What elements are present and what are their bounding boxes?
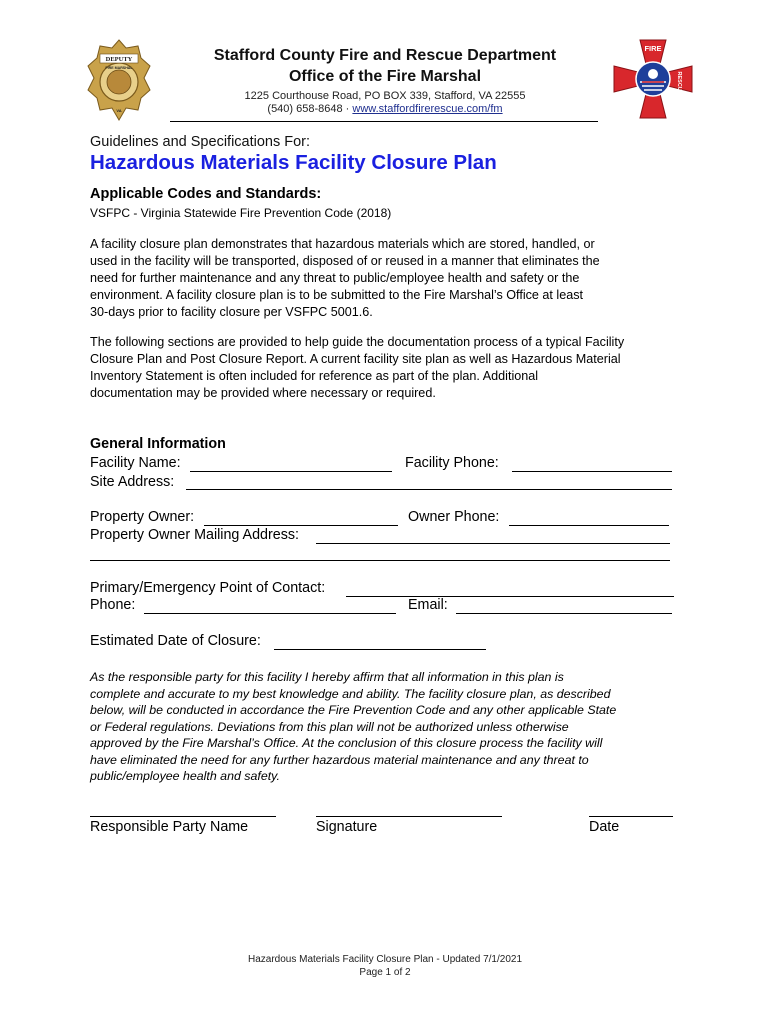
- department-address: 1225 Courthouse Road, PO BOX 339, Stafford, VA 22555: [244, 90, 526, 102]
- general-info-heading: General Information: [90, 436, 226, 452]
- facility-phone-label: Facility Phone:: [405, 455, 499, 471]
- affirmation-line: have eliminated the need for any further hazardous material maintenance and any threat to: [90, 752, 589, 767]
- paragraph-line: The following sections are provided to help guide the documentation process of a typical Facility: [90, 335, 625, 349]
- paragraph-line: need for further maintenance and any threat to public/employee health and safety or the: [90, 271, 580, 285]
- affirmation-line: As the responsible party for this facility I hereby affirm that all information in this plan is: [90, 670, 564, 684]
- paragraph-line: Closure Plan and Post Closure Report. A current facility site plan as well as Hazardous Material: [90, 352, 621, 366]
- emblem-rescue-text: RESCUE: [676, 71, 682, 95]
- owner-phone-field[interactable]: [509, 525, 669, 526]
- facility-name-label: Facility Name:: [90, 455, 181, 471]
- date-field[interactable]: [589, 816, 673, 817]
- paragraph-line: Inventory Statement is often included for reference as part of the plan. Additional: [90, 369, 539, 383]
- point-of-contact-label: Primary/Emergency Point of Contact:: [90, 580, 326, 596]
- paragraph-line: environment. A facility closure plan is to be submitted to the Fire Marshal’s Office at least: [90, 288, 584, 302]
- guidance-paragraph: [90, 334, 690, 402]
- point-of-contact-field[interactable]: [346, 596, 674, 597]
- intro-paragraph: [90, 236, 690, 321]
- department-website-link[interactable]: www.staffordfirerescue.com/fm: [352, 103, 503, 115]
- owner-mailing-address-field[interactable]: [316, 543, 670, 544]
- paragraph-line: 30-days prior to facility closure per VSFPC 5001.6.: [90, 305, 373, 319]
- contact-email-label: Email:: [408, 597, 448, 613]
- property-owner-label: Property Owner:: [90, 509, 195, 525]
- signature-field[interactable]: [316, 816, 502, 817]
- owner-phone-label: Owner Phone:: [408, 509, 500, 525]
- guidelines-label: Guidelines and Specifications For:: [90, 134, 311, 150]
- department-phone: (540) 658-8648 ·: [267, 103, 353, 115]
- facility-name-field[interactable]: [190, 471, 392, 472]
- owner-mailing-address-label: Property Owner Mailing Address:: [90, 527, 299, 543]
- codes-item: VSFPC - Virginia Statewide Fire Prevention Code (2018): [90, 206, 392, 220]
- responsible-party-name-label: Responsible Party Name: [90, 819, 249, 835]
- owner-mailing-address-field-line-2[interactable]: [90, 560, 670, 561]
- header-divider: [170, 121, 598, 122]
- closure-date-field[interactable]: [274, 649, 486, 650]
- affirmation-line: below, will be conducted in accordance the Fire Prevention Code and any other applicable State: [90, 703, 617, 717]
- closure-date-label: Estimated Date of Closure:: [90, 633, 261, 649]
- badge-fire-marshal-text: FIRE MARSHAL: [105, 66, 133, 70]
- affirmation-line: public/employee health and safety.: [90, 769, 280, 783]
- paragraph-line: documentation may be provided where necessary or required.: [90, 386, 436, 400]
- footer-page-number: Page 1 of 2: [359, 967, 411, 978]
- contact-phone-label: Phone:: [90, 597, 136, 613]
- facility-phone-field[interactable]: [512, 471, 672, 472]
- site-address-field[interactable]: [186, 489, 672, 490]
- affirmation-line: approved by the Fire Marshal’s Office. At the conclusion of this closure process the facility will: [90, 736, 603, 750]
- paragraph-line: used in the facility will be transported, disposed of or reused in a manner that eliminates the: [90, 254, 600, 268]
- badge-va-text: VA: [116, 108, 122, 113]
- affirmation-paragraph: [90, 669, 690, 785]
- deputy-fire-marshal-badge-logo: [86, 38, 152, 122]
- office-name: Office of the Fire Marshal: [288, 68, 482, 85]
- footer-document-title: Hazardous Materials Facility Closure Plan - Updated 7/1/2021: [247, 954, 523, 965]
- contact-phone-field[interactable]: [144, 613, 396, 614]
- property-owner-field[interactable]: [204, 525, 398, 526]
- signature-label: Signature: [316, 819, 378, 835]
- contact-email-field[interactable]: [456, 613, 672, 614]
- document-title: Hazardous Materials Facility Closure Plan: [90, 151, 497, 174]
- affirmation-line: complete and accurate to my best knowledge and ability. The facility closure plan, as described: [90, 686, 611, 701]
- fire-rescue-emblem-logo: [612, 38, 694, 120]
- badge-deputy-text: DEPUTY: [105, 56, 133, 63]
- codes-heading: Applicable Codes and Standards:: [90, 186, 322, 202]
- paragraph-line: A facility closure plan demonstrates that hazardous materials which are stored, handled, or: [90, 237, 595, 251]
- contact-line: [160, 103, 610, 115]
- department-name: Stafford County Fire and Rescue Department: [213, 47, 557, 64]
- responsible-party-name-field[interactable]: [90, 816, 276, 817]
- date-label: Date: [589, 819, 620, 835]
- emblem-fire-text: FIRE: [644, 44, 662, 53]
- site-address-label: Site Address:: [90, 474, 175, 490]
- affirmation-line: or Federal regulations. Deviations from this plan will not be authorized unless otherwise: [90, 719, 569, 734]
